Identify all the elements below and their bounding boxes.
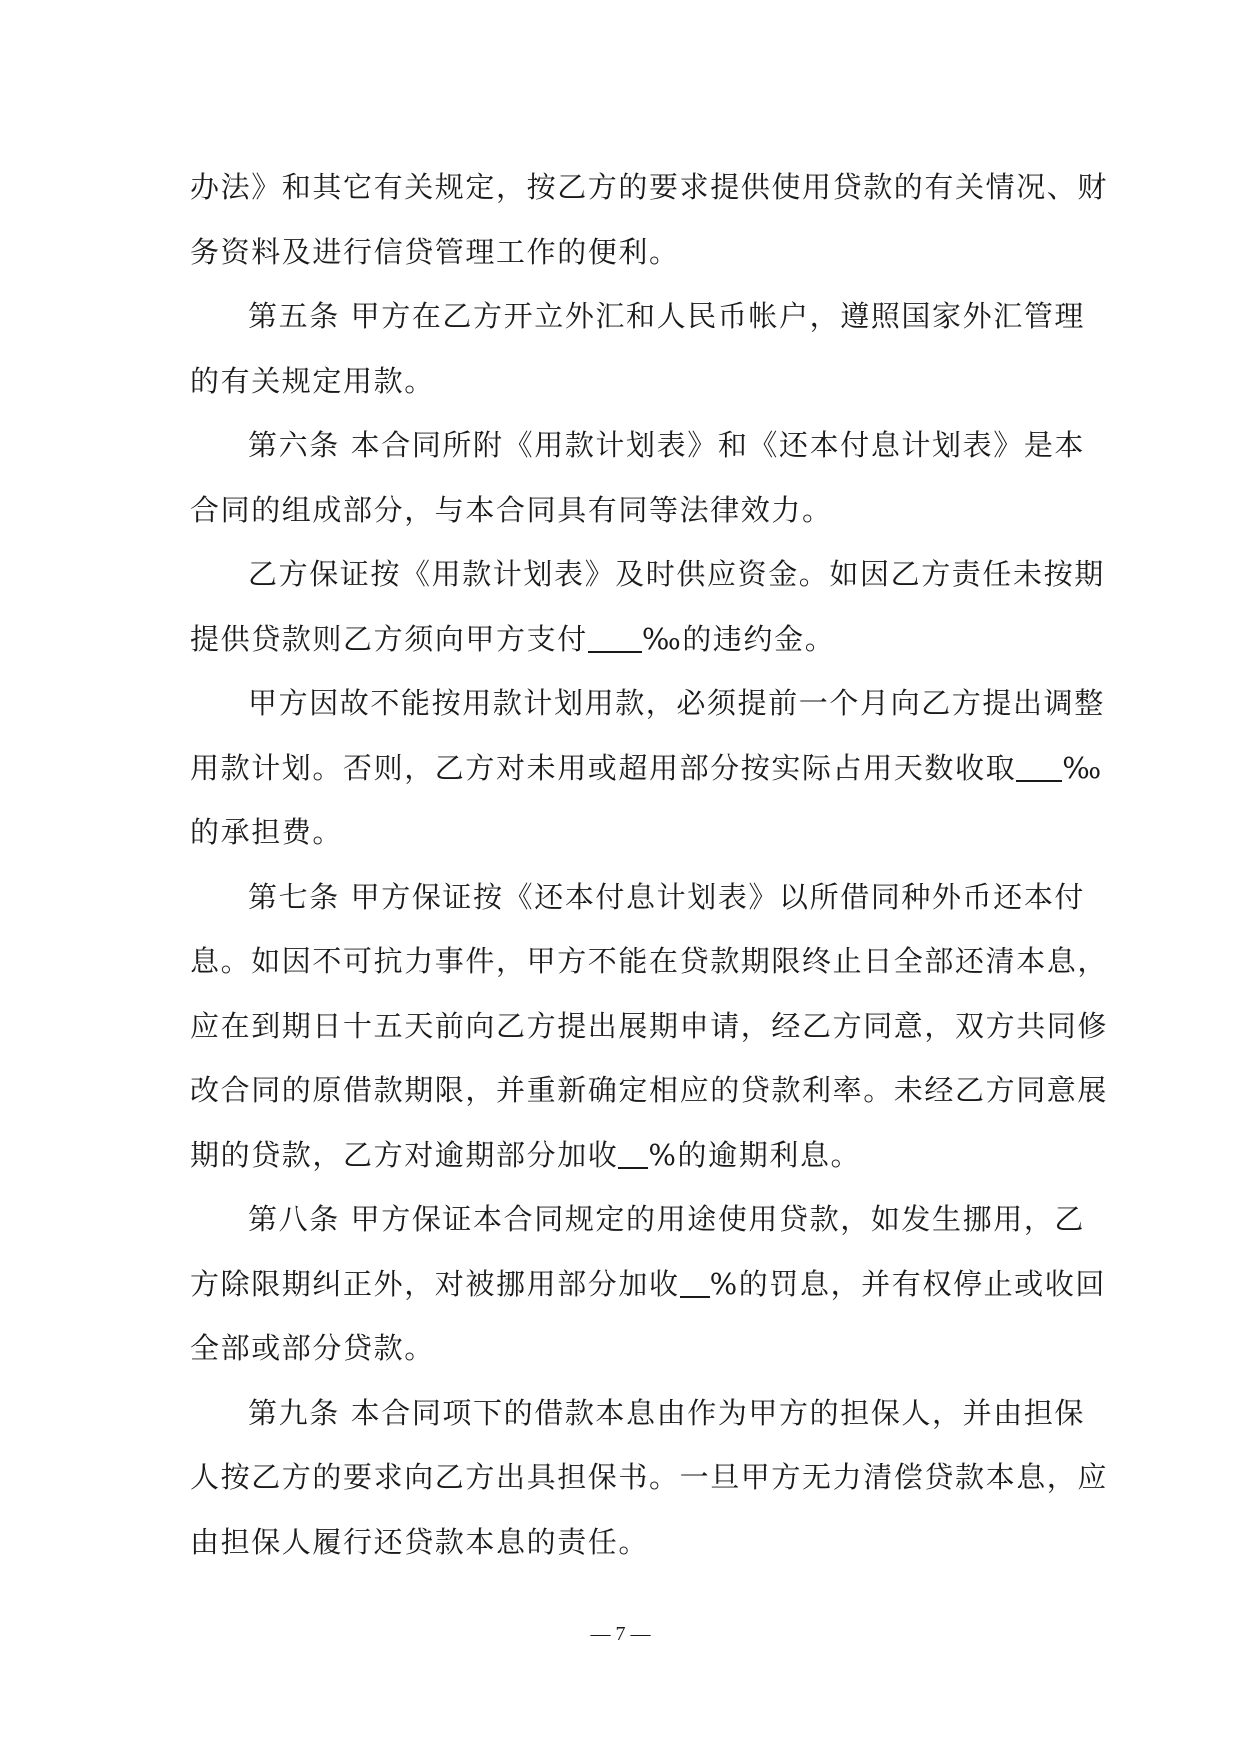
article-9-line: 第九条 本合同项下的借款本息由作为甲方的担保人，并由担保 bbox=[248, 1395, 1086, 1430]
body-line bbox=[190, 736, 1103, 801]
document-body bbox=[190, 155, 1109, 1574]
body-line: 改合同的原借款期限，并重新确定相应的贷款利率。未经乙方同意展 bbox=[190, 1073, 1109, 1107]
body-text: ‰的违约金。 bbox=[641, 621, 836, 656]
body-line: 的有关规定用款。 bbox=[190, 363, 435, 398]
body-text: %的罚息，并有权停止或收回 bbox=[709, 1266, 1106, 1301]
body-line bbox=[190, 1123, 1055, 1188]
body-line: 办法》和其它有关规定，按乙方的要求提供使用贷款的有关情况、财 bbox=[190, 170, 1109, 204]
article-7-line: 第七条 甲方保证按《还本付息计划表》以所借同种外币还本付 bbox=[248, 879, 1086, 914]
article-5-line: 第五条 甲方在乙方开立外汇和人民币帐户，遵照国家外汇管理 bbox=[248, 299, 1086, 333]
article-8-line: 第八条 甲方保证本合同规定的用途使用贷款，如发生挪用，乙 bbox=[248, 1202, 1086, 1236]
body-line: 息。如因不可抗力事件，甲方不能在贷款期限终止日全部还清本息， bbox=[190, 944, 1109, 978]
body-line: 应在到期日十五天前向乙方提出展期申请，经乙方同意，双方共同修 bbox=[190, 1008, 1109, 1043]
fill-in-blank[interactable] bbox=[618, 1137, 648, 1169]
body-text: 用款计划。否则，乙方对未用或超用部分按实际占用天数收取 bbox=[190, 750, 1017, 785]
body-line bbox=[190, 1252, 1106, 1317]
body-text: ‰ bbox=[1062, 750, 1103, 785]
body-text: %的逾期利息。 bbox=[648, 1137, 862, 1172]
body-line: 合同的组成部分，与本合同具有同等法律效力。 bbox=[190, 492, 833, 527]
page-number: — 7 — bbox=[590, 1623, 651, 1645]
body-line: 由担保人履行还贷款本息的责任。 bbox=[190, 1524, 650, 1559]
body-line: 甲方因故不能按用款计划用款，必须提前一个月向乙方提出调整 bbox=[248, 686, 1105, 720]
body-text: 提供贷款则乙方须向甲方支付 bbox=[190, 621, 588, 656]
body-text: 方除限期纠正外，对被挪用部分加收 bbox=[190, 1266, 680, 1301]
body-text: 期的贷款，乙方对逾期部分加收 bbox=[190, 1137, 619, 1172]
body-line: 乙方保证按《用款计划表》及时供应资金。如因乙方责任未按期 bbox=[248, 557, 1105, 591]
fill-in-blank[interactable] bbox=[680, 1266, 710, 1298]
article-6-line: 第六条 本合同所附《用款计划表》和《还本付息计划表》是本 bbox=[248, 428, 1086, 462]
body-line bbox=[190, 607, 1055, 672]
fill-in-blank[interactable] bbox=[1016, 750, 1062, 782]
body-line: 人按乙方的要求向乙方出具担保书。一旦甲方无力清偿贷款本息，应 bbox=[190, 1460, 1109, 1494]
body-line: 务资料及进行信贷管理工作的便利。 bbox=[190, 234, 680, 269]
body-line: 的承担费。 bbox=[190, 815, 344, 849]
body-line: 全部或部分贷款。 bbox=[190, 1331, 435, 1365]
fill-in-blank[interactable] bbox=[588, 621, 642, 653]
